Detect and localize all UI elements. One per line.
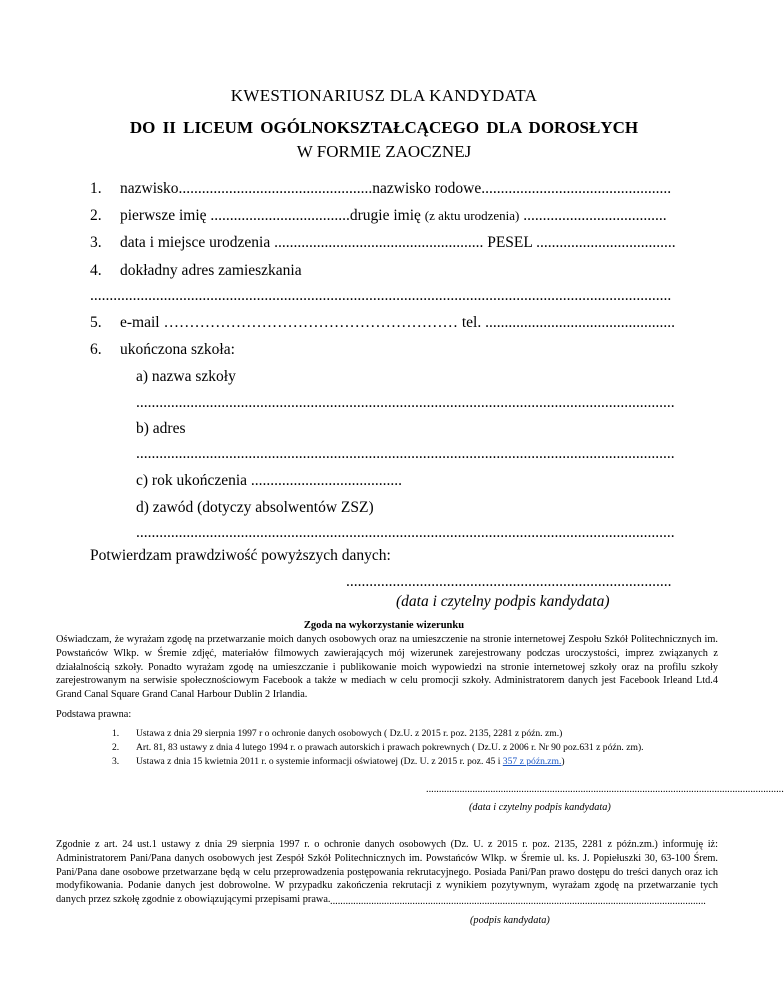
field-address-line: ...................................................................................................................................................... [90,287,672,304]
field-school-name-line: ........................................................................................................................................... [136,394,675,411]
field-address-label: dokładny adres zamieszkania [120,262,302,279]
law-3-link[interactable]: 357 z późn.zm. [502,756,562,767]
field-5-number: 5. [90,314,102,331]
field-birth-date-place: data i miejsce urodzenia ...................................................... PESEL .................................... [120,234,676,251]
field-school-address-label: b) adres [136,420,186,437]
field-email-phone: e-mail ………………………………………………… tel. ................................................. [120,314,675,331]
law-1-text: Ustawa z dnia 29 sierpnia 1997 r o ochronie danych osobowych ( Dz.U. z 2015 r. poz. 2135, 2281 z późn. zm.) [136,728,563,739]
field-birth-cert-note: (z aktu urodzenia) [424,208,520,223]
law-2-text: Art. 81, 83 ustawy z dnia 4 lutego 1994 r. o prawach autorskich i prawach pokrewnych ( Dz.U. z 2006 r. Nr 90 poz.631 z późn. zm). [136,742,644,753]
field-2-number: 2. [90,207,102,224]
signature-line: .................................................................................... [346,573,672,590]
study-mode: W FORMIE ZAOCZNEJ [296,142,472,161]
field-6-number: 6. [90,341,102,358]
confirmation-statement: Potwierdzam prawdziwość powyższych danych: [90,547,391,564]
field-second-name-line: ..................................... [519,207,667,224]
law-1-number: 1. [112,728,120,739]
field-first-name [120,207,667,225]
gdpr-info-body: Zgodnie z art. 24 ust.1 ustawy z dnia 29 sierpnia 1997 r. o ochronie danych osobowych (Dz. U. z 2015 r. poz. 2135, 2281 z późn.zm.) informuję iż: Administratorem Pani/Pana danych osobowych jest Zespół Szkół Politechnicznych im. Powstańców Wlkp. w Śremie ul. ks. J. Popiełuszki 30, 63-100 Śrem. Pani/Pana dane osobowe przetwarzane będą w celu przeprowadzenia postępowania rekrutacyjnego. Posiada Pani/Pan prawo dostępu do treści danych oraz ich modyfikowania. Podanie danych jest dobrowolne. W przypadku zakończenia rekrutacji z wynikiem pozytywnym, wyrażam zgodę na przetwarzanie tych danych przez szkołę zgodnie z obowiązującymi przepisami prawa. [56,839,718,906]
field-first-name-text: pierwsze imię ....................................drugie imię [120,207,425,224]
field-school-name-label: a) nazwa szkoły [136,368,236,385]
form-title: KWESTIONARIUSZ DLA KANDYDATA [230,86,538,105]
field-school-label: ukończona szkoła: [120,341,235,358]
field-3-number: 3. [90,234,102,251]
law-3-tail: ) [561,756,565,767]
field-surname: nazwisko..................................................nazwisko rodowe................................................. [120,180,672,197]
consent-body: Oświadczam, że wyrażam zgodę na przetwarzanie moich danych osobowych oraz na umieszczenie na stronie internetowej Zespołu Szkół Politechnicznych im. Powstańców Wlkp. w Śremie zdjęć, materiałów filmowych zawierających mój wizerunek zarejestrowany podczas uroczystości, imprez związanych z działalnością szkoły. Ponadto wyrażam zgodę na umieszczanie i publikowanie moich wypowiedzi na stronie internetowej szkoły oraz na profilu szkoły zarejestrowanym na serwisie społecznościowym Facebook a także w mediach w celu promocji szkoły. Administratorem danych jest Facebook Irleand Ltd.4 Grand Canal Square Grand Canal Harbour Dublin 2 Irlandia. [56,634,718,701]
signature-caption: (data i czytelny podpis kandydata) [396,593,610,610]
field-4-number: 4. [90,262,102,279]
law-2-number: 2. [112,742,120,753]
law-3-text: Ustawa z dnia 15 kwietnia 2011 r. o systemie informacji oświatowej (Dz. U. z 2015 r. poz. 45 i [136,756,503,767]
field-1-number: 1. [90,180,102,197]
info-signature-caption: (podpis kandydata) [470,915,550,926]
consent-signature-line: ........................................................................................................................................... [426,784,784,795]
consent-title: Zgoda na wykorzystanie wizerunku [303,620,465,631]
legal-basis-label: Podstawa prawna: [56,709,132,720]
field-profession-line: ........................................................................................................................................... [136,524,675,541]
law-3-number: 3. [112,756,120,767]
info-signature-line: .................................................................................................................................................. [330,896,706,907]
field-school-address-line: ........................................................................................................................................... [136,445,675,462]
school-name: DO II LICEUM OGÓLNOKSZTAŁCĄCEGO DLA DOROSŁYCH [129,118,639,137]
consent-signature-caption: (data i czytelny podpis kandydata) [469,802,611,813]
field-graduation-year: c) rok ukończenia ....................................... [136,472,403,489]
law-3 [136,756,565,767]
field-profession-label: d) zawód (dotyczy absolwentów ZSZ) [136,499,374,516]
